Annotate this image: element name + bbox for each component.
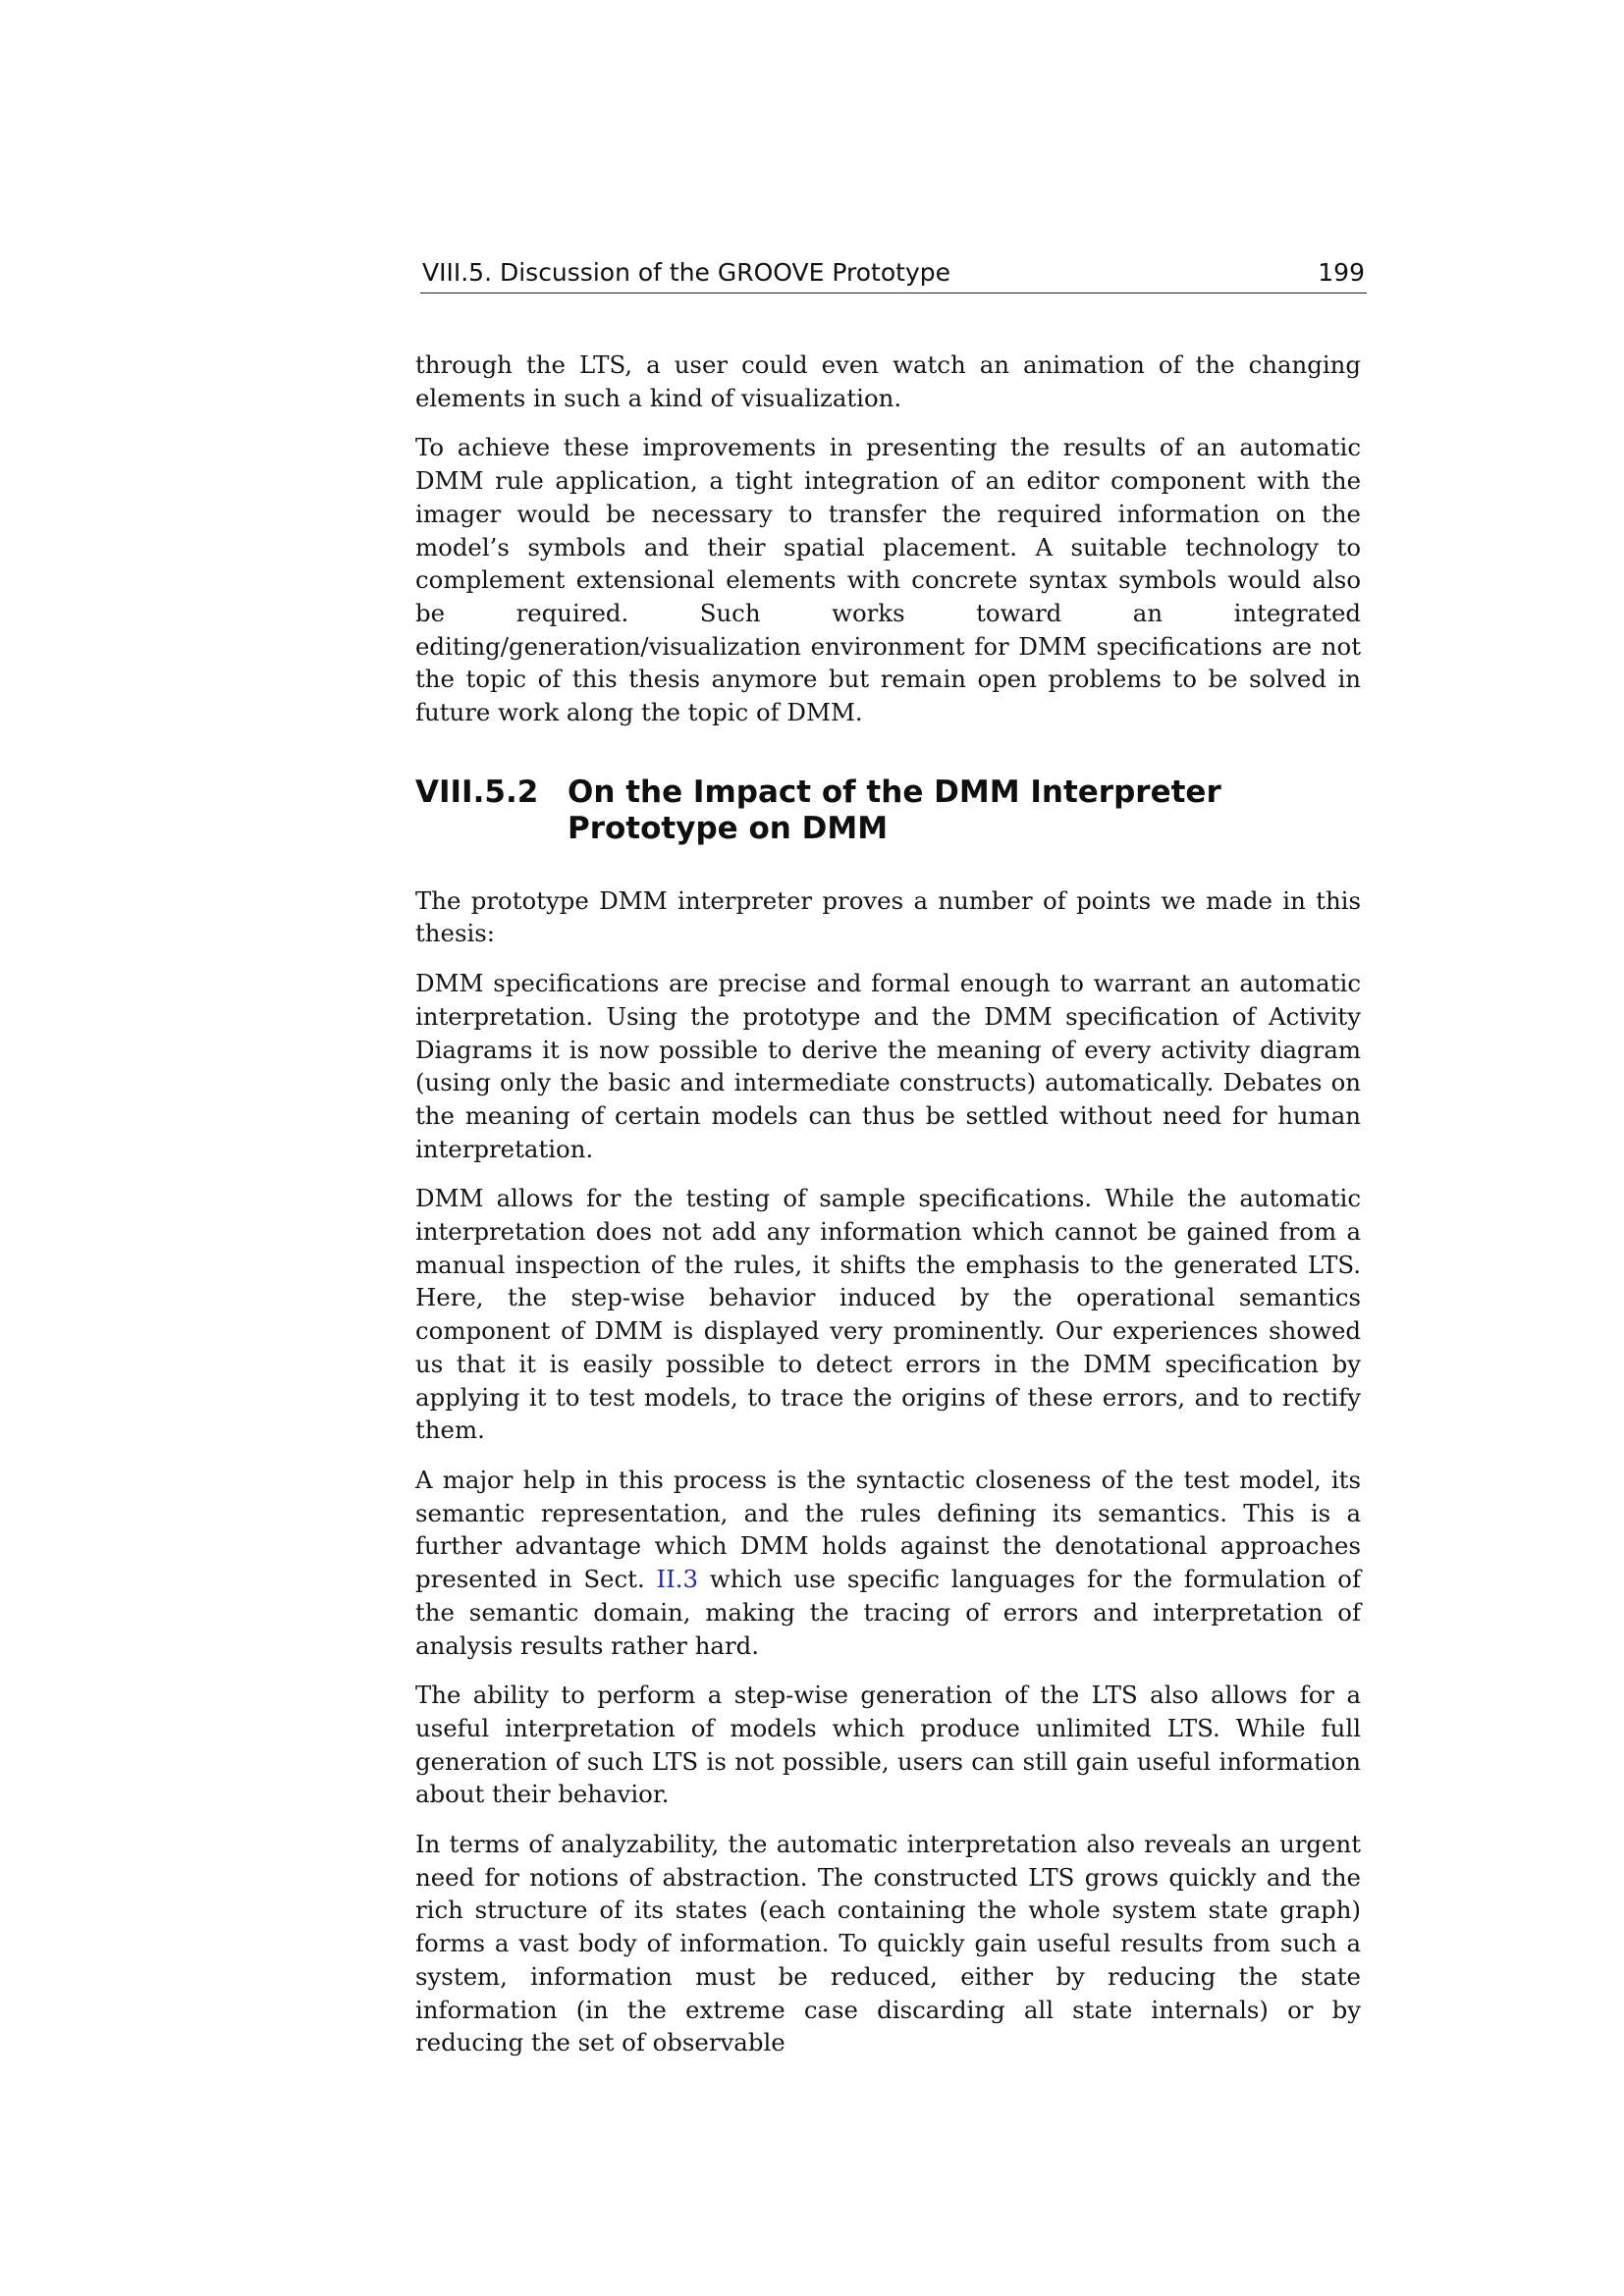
paragraph: The prototype DMM interpreter proves a number of points we made in this thesis:	[415, 885, 1361, 948]
paragraph	[415, 1464, 1361, 1662]
header-section-title: VIII.5. Discussion of the GROOVE Prototype	[422, 258, 950, 287]
paragraph: The ability to perform a step-wise generation of the LTS also allows for a useful interpretation of models which produce unlimited LTS. While full generation of such LTS is not possible, users can still gain useful information about their behavior.	[415, 1681, 1361, 1809]
paragraph-text: A major help in this process is the syntactic closeness of the test model, its semantic representation, and the rules defining its semantics. This is a further advantage which DMM holds against the denotational approaches presented in Sect.	[415, 1465, 1361, 1594]
paragraph: DMM specifications are precise and formal enough to warrant an automatic interpretation. Using the prototype and the DMM specification of Activity Diagrams it is now possible to derive the meaning of every activity diagram (using only the basic and intermediate constructs) automatically. Debates on the meaning of certain models can thus be settled without need for human interpretation.	[415, 969, 1361, 1163]
paragraph: To achieve these improvements in presenting the results of an automatic DMM rule application, a tight integration of an editor component with the imager would be necessary to transfer the required information on the model’s symbols and their spatial placement. A suitable technology to complement extensional elements with concrete syntax symbols would also be required. Such works toward an integrated editing/generation/visualization environment for DMM specifications are not the topic of this thesis anymore but remain open problems to be solved in future work along the topic of DMM.	[415, 433, 1361, 727]
section-number: VIII.5.2	[415, 774, 539, 810]
body-text	[415, 348, 1361, 2076]
running-header	[420, 257, 1367, 294]
paragraph: In terms of analyzability, the automatic interpretation also reveals an urgent need for notions of abstraction. The constructed LTS grows quickly and the rich structure of its states (each containing the whole system state graph) forms a vast body of information. To quickly gain useful results from such a system, information must be reduced, either by reducing the state information (in the extreme case discarding all state internals) or by reducing the set of observable	[415, 1830, 1361, 2057]
section-cross-reference-link[interactable]: II.3	[656, 1565, 699, 1594]
section-heading	[415, 774, 1361, 847]
paragraph: through the LTS, a user could even watch an animation of the changing elements in such a kind of visualization.	[415, 350, 1361, 412]
section-title: On the Impact of the DMM Interpreter Prototype on DMM	[568, 774, 1221, 846]
paragraph-text: which use specific languages for the formulation of the semantic domain, making the tracing of errors and interpretation of analysis results rather hard.	[415, 1565, 1362, 1660]
paragraph: DMM allows for the testing of sample specifications. While the automatic interpretation does not add any information which cannot be gained from a manual inspection of the rules, it shifts the emphasis to the generated LTS. Here, the step-wise behavior induced by the operational semantics component of DMM is displayed very prominently. Our experiences showed us that it is easily possible to detect errors in the DMM specification by applying it to test models, to trace the origins of these errors, and to rectify them.	[415, 1184, 1361, 1445]
page-number: 199	[1318, 258, 1365, 287]
